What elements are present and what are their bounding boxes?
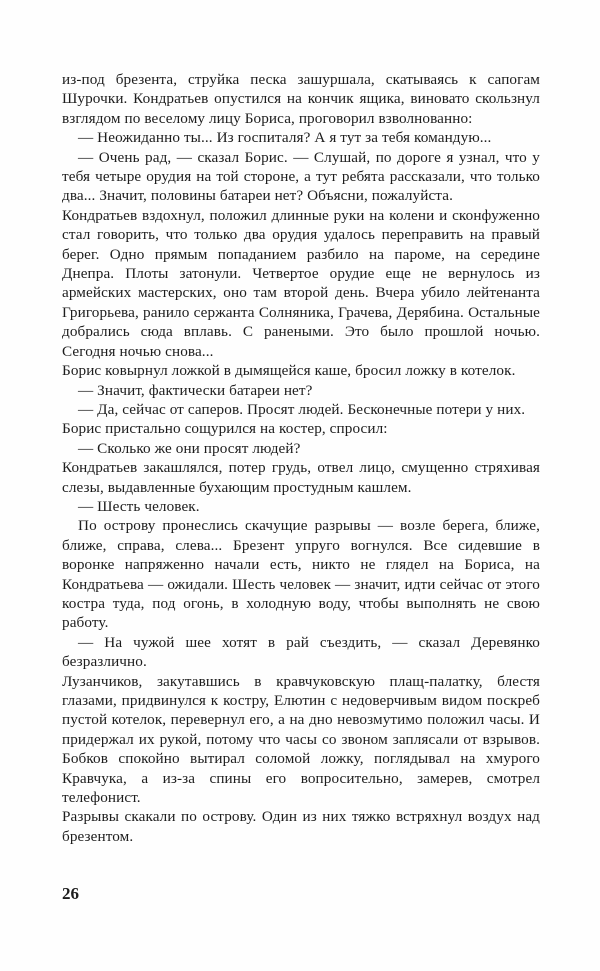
paragraph: — На чужой шее хотят в рай съездить, — сказал Деревянко безразлично.	[62, 633, 540, 671]
paragraph: Лузанчиков, закутавшись в кравчуковскую плащ-палатку, блестя глазами, придвинулся к костру, Елютин с недоверчивым видом поскреб пустой котелок, перевернул его, а на дно невозмутимо положил часы. И придержал их рукой, потому что часы со звоном заплясали от взрывов. Бобков спокойно вытирал соломой ложку, поглядывал на хмурого Кравчука, а из-за спины его вопросительно, замерев, смотрел телефонист.	[62, 672, 540, 807]
paragraph: — Да, сейчас от саперов. Просят людей. Бесконечные потери у них.	[78, 400, 526, 418]
page-number: 26	[62, 884, 79, 903]
paragraph: Разрывы скакали по острову. Один из них тяжко встряхнул воздух над брезентом.	[62, 808, 540, 845]
paragraph: По острову пронеслись скачущие разрывы — возле берега, ближе, ближе, справа, слева... Брезент упруго вогнулся. Все сидевшие в воронке напряженно начали есть, никто не глядел на Бориса, на Кондратьева — ожидали. Шесть человек — значит, идти сейчас от этого костра туда, под огонь, в холодную воду, чтобы выполнять не свою работу.	[62, 517, 540, 632]
paragraph: Кондратьев закашлялся, потер грудь, отвел лицо, смущенно стряхивая слезы, выдавленные бухающим простудным кашлем.	[62, 459, 540, 496]
paragraph: из-под брезента, струйка песка зашуршала, скатываясь к сапогам Шурочки. Кондратьев опустился на кончик ящика, виновато скользнул взглядом по веселому лицу Бориса, проговорил взволнованно:	[62, 71, 540, 127]
paragraph: Кондратьев вздохнул, положил длинные руки на колени и сконфуженно стал говорить, что только два орудия удалось переправить на правый берег. Одно прямым попаданием разбило на пароме, на середине Днепра. Плоты затонули. Четвертое орудие еще не вернулось из армейских мастерских, оно там второй день. Вчера убило лейтенанта Григорьева, ранило сержанта Солняника, Грачева, Дерябина. Остальные добрались сюда вплавь. С ранеными. Это было прошлой ночью. Сегодня ночью снова...	[62, 206, 540, 360]
paragraph: Борис ковырнул ложкой в дымящейся каше, бросил ложку в котелок.	[62, 362, 516, 380]
paragraph: — Значит, фактически батареи нет?	[78, 381, 313, 399]
page-body	[62, 70, 540, 846]
paragraph: — Сколько же они просят людей?	[78, 439, 301, 457]
paragraph: — Очень рад, — сказал Борис. — Слушай, по дороге я узнал, что у тебя четыре орудия на той стороне, а тут ребята рассказали, что только два... Значит, половины батареи нет? Объясни, пожалуйста.	[62, 148, 540, 205]
paragraph: — Шесть человек.	[78, 497, 200, 515]
paragraph: Борис пристально сощурился на костер, спросил:	[62, 420, 388, 438]
paragraph: — Неожиданно ты... Из госпиталя? А я тут за тебя командую...	[78, 129, 492, 147]
